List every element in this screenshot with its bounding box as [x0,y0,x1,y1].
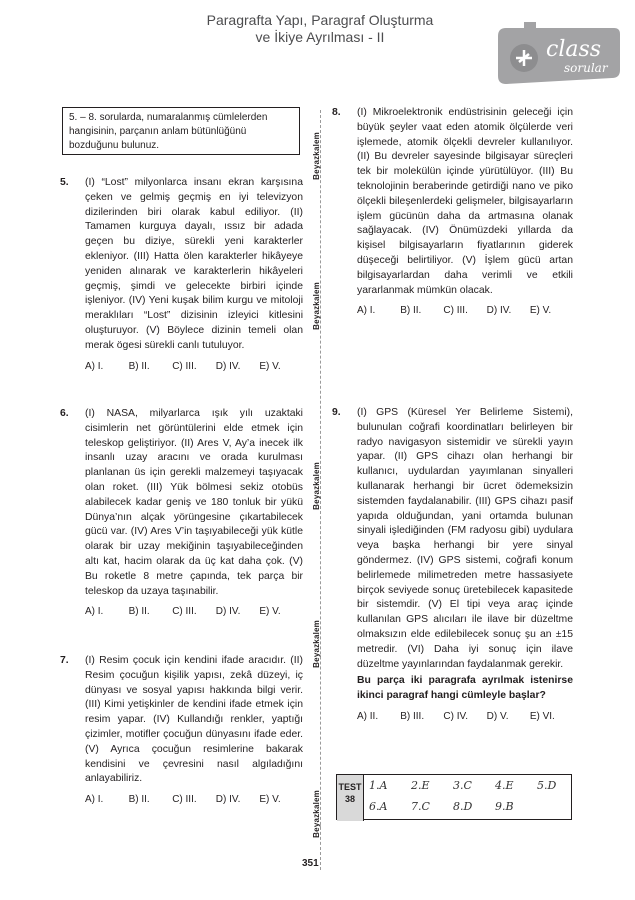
option-e[interactable]: E) V. [259,606,281,618]
page-header-title [180,12,460,46]
answer-8: 8.D [453,800,473,813]
header-title-line1: Paragrafta Yapı, Paragraf Oluşturma [206,12,434,28]
answer-3: 3.C [453,779,472,792]
question-text: (I) “Lost” milyonlarca insanı ekran karşısına çeken ve gelmiş geçmiş en iyi televizyon dizilerinden biri olarak kabul ediliyor. (II) Tamamen kurguya dayalı, ıssız bir adada geçen bu diziye, sürekli yeni karakterler ekleniyor. (III) Hatta ölen karakterler hikâyeye yeniden alınarak ve karakterlerin hikâyeleri geçmiş, şimdi ve gelecekte birbiri içinde işleniyor. (IV) Yeni kuşak bilim kurgu ve mitoloji meraklıları “Lost” dizisinin izleyici kitlesini oluşturuyor. (V) Böylece dizinin temeli olan merak ögesi sürekli canlı tutuluyor. [85,177,303,351]
question-number: 8. [332,107,341,118]
question-options [85,793,303,808]
option-e[interactable]: E) V. [259,794,281,806]
side-label: Beyazkalem [312,790,321,838]
question-6 [60,407,303,620]
option-b[interactable]: B) II. [128,794,150,806]
option-b[interactable]: B) II. [128,360,150,372]
side-label: Beyazkalem [312,462,321,510]
answer-6: 6.A [369,800,388,813]
side-label: Beyazkalem [312,132,321,180]
question-stem: Bu parça iki paragrafa ayrılmak istenirse ikinci paragraf hangi cümleyle başlar? [357,675,573,702]
question-options [357,304,573,319]
question-number: 9. [332,407,341,418]
logo-class-text: class [546,37,602,62]
option-a[interactable]: A) I. [85,606,104,618]
answer-key-test-cell [337,775,364,821]
option-b[interactable]: B) II. [128,606,150,618]
answer-key-table [336,774,572,820]
question-text: (I) NASA, milyarlarca ışık yılı uzaktaki cisimlerin net görüntülerini elde etmek için teleskop geliştiriyor. (II) Ares V, Ay’a inecek ilk insanlı uzay aracını ve orada kurulması planlanan üs için gerekli malzemeyi taşıyacak olan roket. (III) Yük bölmesi sekiz otobüs alabilecek kadar geniş ve 180 tonluk bir yükü Dünya’nın alçak yörüngesine çıkartabilecek gücü var. (IV) Ares V’in taşıyabileceği yük kütle olarak bir uzay mekiğinin taşıyabileceğinden altı kat, hacim olarak da üç kat daha çok. (V) Bu roketle 8 metre çapında, tek parça bir teleskop da uzaya taşınabilir. [85,408,303,597]
option-b[interactable]: B) II. [400,305,422,317]
question-options [85,605,303,620]
answer-7: 7.C [411,800,430,813]
instruction-box: 5. – 8. sorularda, numaralanmış cümlelerden hangisinin, parçanın anlam bütünlüğünü bozduğunu bulunuz. [62,107,300,155]
option-b[interactable]: B) III. [400,710,425,722]
question-9 [332,406,573,725]
option-d[interactable]: D) V. [486,710,509,722]
option-e[interactable]: E) VI. [529,710,555,722]
option-a[interactable]: A) I. [357,305,376,317]
question-number: 6. [60,408,69,419]
answer-key-label: TEST [338,782,362,792]
page-number: 351 [302,858,319,869]
answer-key-row-2 [369,800,537,813]
answer-1: 1.A [369,779,388,792]
side-label: Beyazkalem [312,620,321,668]
option-e[interactable]: E) V. [529,305,552,317]
option-d[interactable]: D) IV. [215,794,241,806]
option-c[interactable]: C) III. [172,794,197,806]
side-label: Beyazkalem [312,282,321,330]
answer-key-row-1 [369,779,579,792]
question-text: (I) GPS (Küresel Yer Belirleme Sistemi), bulunulan coğrafi koordinatları belirleyen bir radyo navigasyon sistemidir ve sürekli yayın yapar. (II) GPS cihazı olan herhangi bir kullanıcı, uydulardan yayımlanan sinyalleri kullanarak herhangi bir ücret ödemeksizin sistemden faydalanabilir. (III) GPS cihazı pasif yapıda olduğundan, yani ortamda bulunan sinyali işlediğinden (FM radyosu gibi) uydulara veya başka herhangi bir yere sinyal göndermez. (IV) GPS sistemi, coğrafi konum belirlemede milimetreden metre hassasiyete birçok seviyede sonuç üretebilecek kapasitede bir sistemdir. (V) El tipi veya araç içinde kullanılan GPS alıcıları ile ilave bir düzeltme olmaksızın elde edilebilecek sonuç şu an ±15 metredir. (VI) Daha iyi sonuç için ilave düzeltme yayınlarından faydalanmak gerekir. [357,407,573,670]
option-c[interactable]: C) III. [172,606,197,618]
question-options [85,360,303,375]
question-8 [332,106,573,319]
answer-5: 5.D [537,779,557,792]
header-title-line2: ve İkiye Ayrılması - II [255,29,385,45]
answer-9: 9.B [495,800,514,813]
question-5 [60,176,303,374]
question-text: (I) Mikroelektronik endüstrisinin geleceği için büyük şeyler vaat eden atomik ölçülerde veri işlemede, atomik ölçekli devreler kullanılıyor. (II) Bu devreler sayesinde bilgisayar süreçleri tek bir molekülün içinde yürütülüyor. (III) Bu teknolojinin beraberinde getirdiği nano ve piko ölçekli bileşenlerdeki gelişmeler, bilgisayarların işlem gücünün daha da artmasına olanak sağlayacak. (IV) Önümüzdeki yıllarda da kişisel bilgisayarların fiyatlarının giderek düşeceği belirtiliyor. (V) İşlem gücü artan bilgisayarlardan daha verimli ve etkili yararlanmak mümkün olacak. [357,107,573,296]
question-7 [60,654,303,808]
option-a[interactable]: A) I. [85,360,104,372]
question-text: (I) Resim çocuk için kendini ifade aracıdır. (II) Resim çocuğun kişilik yapısı, zekâ düzeyi, iç dünyası ve sosyal yapısı hakkında bilgi verir. (III) Kimi yetişkinler de kendini ifade etmek için resim yapar. (IV) Kullandığı renkler, yaptığı çizimler, motifler çocuğun dünyasını ifade eder. (V) Ayrıca çocuğun resimlerine bakarak kendisini ve çevresini nasıl algıladığını anlayabiliriz. [85,655,303,785]
question-number: 7. [60,655,69,666]
option-e[interactable]: E) V. [259,360,281,372]
question-options [357,710,573,725]
answer-2: 2.E [411,779,430,792]
option-d[interactable]: D) IV. [215,360,241,372]
option-c[interactable]: C) III. [172,360,197,372]
question-number: 5. [60,177,69,188]
class-sorular-logo [484,18,622,90]
option-d[interactable]: D) IV. [486,305,512,317]
option-c[interactable]: C) IV. [443,710,469,722]
option-c[interactable]: C) III. [443,305,468,317]
answer-key-test-number: 38 [344,794,355,804]
logo-sorular-text: sorular [564,61,608,75]
option-a[interactable]: A) I. [85,794,104,806]
option-a[interactable]: A) II. [357,710,379,722]
answer-4: 4.E [495,779,514,792]
option-d[interactable]: D) IV. [215,606,241,618]
